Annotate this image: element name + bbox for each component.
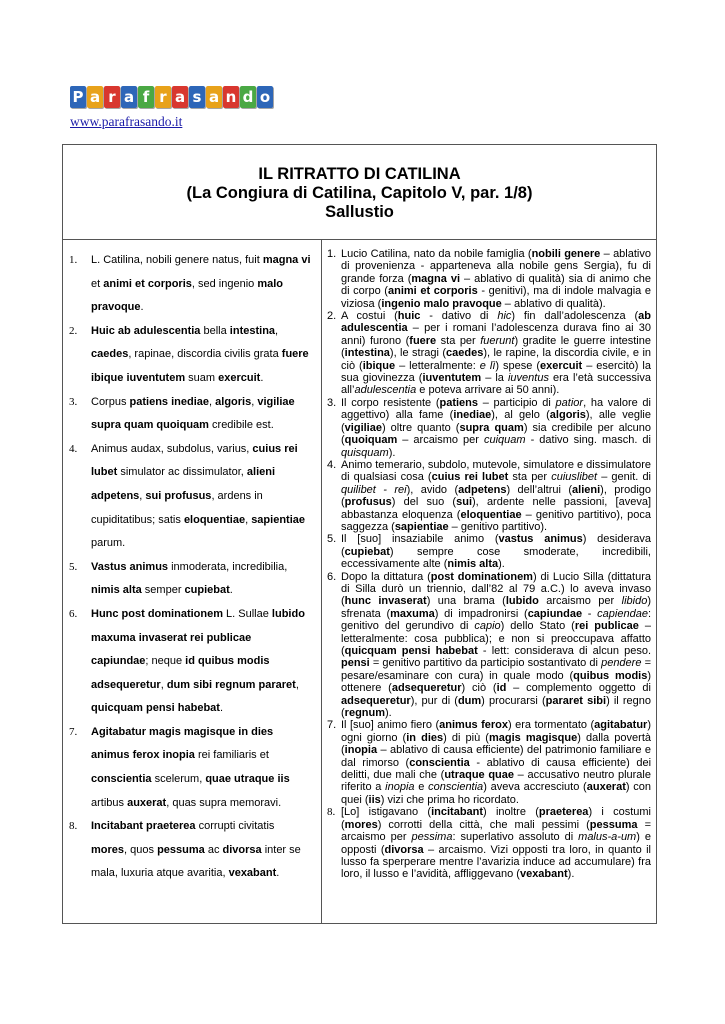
item-text: Animus audax, subdolus, varius, cuius rei lubet simulator ac dissimulator, alieni adpetens, sui profusus, ardens in cupiditatibus; satis eloquentiae, sapientiae parum. [91,442,305,550]
item-number: 8. [327,806,336,819]
italian-paragraph [327,459,653,533]
latin-paragraph [63,721,317,815]
latin-paragraph [63,556,317,603]
item-text: Incitabant praeterea corrupti civitatis mores, quos pessuma ac divorsa inter se mala, luxuria atque avaritia, vexabant. [91,820,301,880]
logo-letter: a [206,86,222,108]
italian-paragraph [327,806,653,880]
logo[interactable] [70,86,274,108]
italian-paragraph [327,571,653,720]
logo-letter: f [138,86,154,108]
item-number: 6. [69,607,78,620]
item-number: 3. [327,396,337,409]
logo-letter: a [172,86,188,108]
item-text: L. Catilina, nobili genere natus, fuit magna vi et animi et corporis, sed ingenio malo pravoque. [91,254,311,314]
italian-column [327,248,653,881]
title-main: IL RITRATTO DI CATILINA [258,165,461,183]
item-text: [Lo] istigavano (incitabant) inoltre (praeterea) i costumi (mores) corrotti della città, che mali pessimi (pessuma = arcaismo per pessima: superlativo assoluto di malus-a-um) e opposti (divorsa – arcaismo. Vizi opposti tra loro, in quanto il lusso fa sperperare mentre l’avarizia induce ad accumulare) fra loro, il lusso e l’avidità, affliggevano (vexabant). [341,806,651,881]
item-number: 6. [327,570,337,583]
logo-letter: s [189,86,205,108]
item-text: Vastus animus inmoderata, incredibilia, nimis alta semper cupiebat. [91,560,288,597]
item-number: 2. [327,310,337,323]
title-subtitle: (La Congiura di Catilina, Capitolo V, par. 1/8) [186,184,533,202]
item-text: Dopo la dittatura (post dominationem) di Lucio Silla (dittatura di Silla durò un triennio, dall’82 al 79 a.C.) lo aveva invaso (hunc invaserat) una brama (lubido arcaismo per libido) sfrenata (maxuma) di impadronirsi (capiundae - capiendae: genitivo del gerundivo di capio) dello Stato (rei publicae – letteralmente: cosa pubblica); e non si preoccupava affatto (quicquam pensi habebat - lett: considerava di alcun peso. pensi = genitivo partitivo da participio sostantivato di pendere = pesare/esaminare con cura) in quale modo (quibus modis) ottenere (adsequeretur) ciò (id – complemento oggetto di adsequeretur), pur di (dum) procurarsi (pararet sibi) il regno (regnum). [341,570,652,720]
italian-paragraph [327,310,653,397]
item-text: Il [suo] animo fiero (animus ferox) era tormentato (agitabatur) ogni giorno (in dies) di più (magis magisque) dalla povertà (inopia – ablativo di causa efficiente) del patrimonio familiare e dal rimorso (conscientia - ablativo di causa efficiente) dei delitti, due mali che (utraque quae – accusativo neutro plurale riferito a inopia e conscientia) aveva accresciuto (auxerat) con quei (iis) vizi che prima ho ricordato. [341,719,652,806]
title-author: Sallustio [325,203,394,221]
item-number: 5. [69,560,78,573]
item-number: 4. [327,458,337,471]
latin-column [63,249,317,886]
logo-letter: r [155,86,171,108]
latin-paragraph [63,249,317,320]
item-text: Lucio Catilina, nato da nobile famiglia (nobili genere – ablativo di provenienza - apparteneva alla nobile gens Sergia), fu di grande forza (magna vi – ablativo di qualità) sia di animo che di corpo (animi et corporis - genitivi), ma di indole malvagia e viziosa (ingenio malo pravoque – ablativo di qualità). [341,248,652,310]
logo-letter: P [70,86,86,108]
italian-paragraph [327,397,653,459]
italian-paragraph [327,719,653,806]
item-text: Huic ab adulescentia bella intestina, caedes, rapinae, discordia civilis grata fuere ibique iuventutem suam exercuit. [91,324,309,384]
title-box [63,145,656,240]
latin-paragraph [63,815,317,886]
italian-paragraph [327,248,653,310]
item-text: Animo temerario, subdolo, mutevole, simulatore e dissimulatore di qualsiasi cosa (cuius rei lubet sta per cuiuslibet – genit. di quilibet - rei), avido (adpetens) dell’altrui (alieni), prodigo (profusus) del suo (sui), ardente nelle passioni, [aveva] abbastanza eloquenza (eloquentiae – genitivo partitivo), poca saggezza (sapientiae – genitivo partitivo). [341,458,652,533]
latin-paragraph [63,320,317,391]
latin-paragraph [63,438,317,556]
item-number: 2. [69,324,78,337]
item-text: Corpus patiens inediae, algoris, vigiliae supra quam quoiquam credibile est. [91,395,295,432]
logo-letter: o [257,86,273,108]
document-frame [62,144,657,924]
item-number: 1. [69,254,78,266]
item-number: 1. [327,248,337,260]
item-number: 3. [69,395,78,408]
italian-paragraph [327,533,653,570]
item-text: Il corpo resistente (patiens – participio di patior, ha valore di aggettivo) alla fame (inediae), al gelo (algoris), alle veglie (vigiliae) oltre quanto (supra quam) sia credibile per alcuno (quoiquam – arcaismo per cuiquam - dativo sing. masch. di quisquam). [341,396,651,459]
site-link[interactable]: www.parafrasando.it [70,114,183,129]
logo-letter: r [104,86,120,108]
item-number: 8. [69,820,78,833]
item-text: Hunc post dominationem L. Sullae lubido maxuma invaserat rei publicae capiundae; neque id quibus modis adsequeretur, dum sibi regnum pararet, quicquam pensi habebat. [91,607,305,715]
item-text: Il [suo] insaziabile animo (vastus animus) desiderava (cupiebat) sempre cose smoderate, incredibili, eccessivamente alte (nimis alta). [341,533,651,571]
logo-letter: a [87,86,103,108]
item-number: 4. [69,442,78,455]
item-number: 7. [69,725,78,738]
logo-letter: a [121,86,137,108]
item-text: A costui (huic - dativo di hic) fin dall’adolescenza (ab adulescentia – per i romani l’adolescenza durava fino ai 30 anni) furono (fuere sta per fuerunt) gradite le guerre intestine (intestina), le stragi (caedes), le rapine, la discordia civile, e in ciò (ibique – letteralmente: e lì) spese (exercuit – esercitò) la sua giovinezza (iuventutem – la iuventus era l’età successiva all’adulescentia e poteva arrivare ai 50 anni). [341,310,652,397]
latin-paragraph [63,391,317,438]
logo-letter: n [223,86,239,108]
latin-paragraph [63,603,317,721]
column-divider [321,239,322,923]
logo-letter: d [240,86,256,108]
item-number: 5. [327,533,337,546]
item-number: 7. [327,719,337,732]
item-text: Agitabatur magis magisque in dies animus ferox inopia rei familiaris et conscientia scelerum, quae utraque iis artibus auxerat, quas supra memoravi. [91,725,290,809]
